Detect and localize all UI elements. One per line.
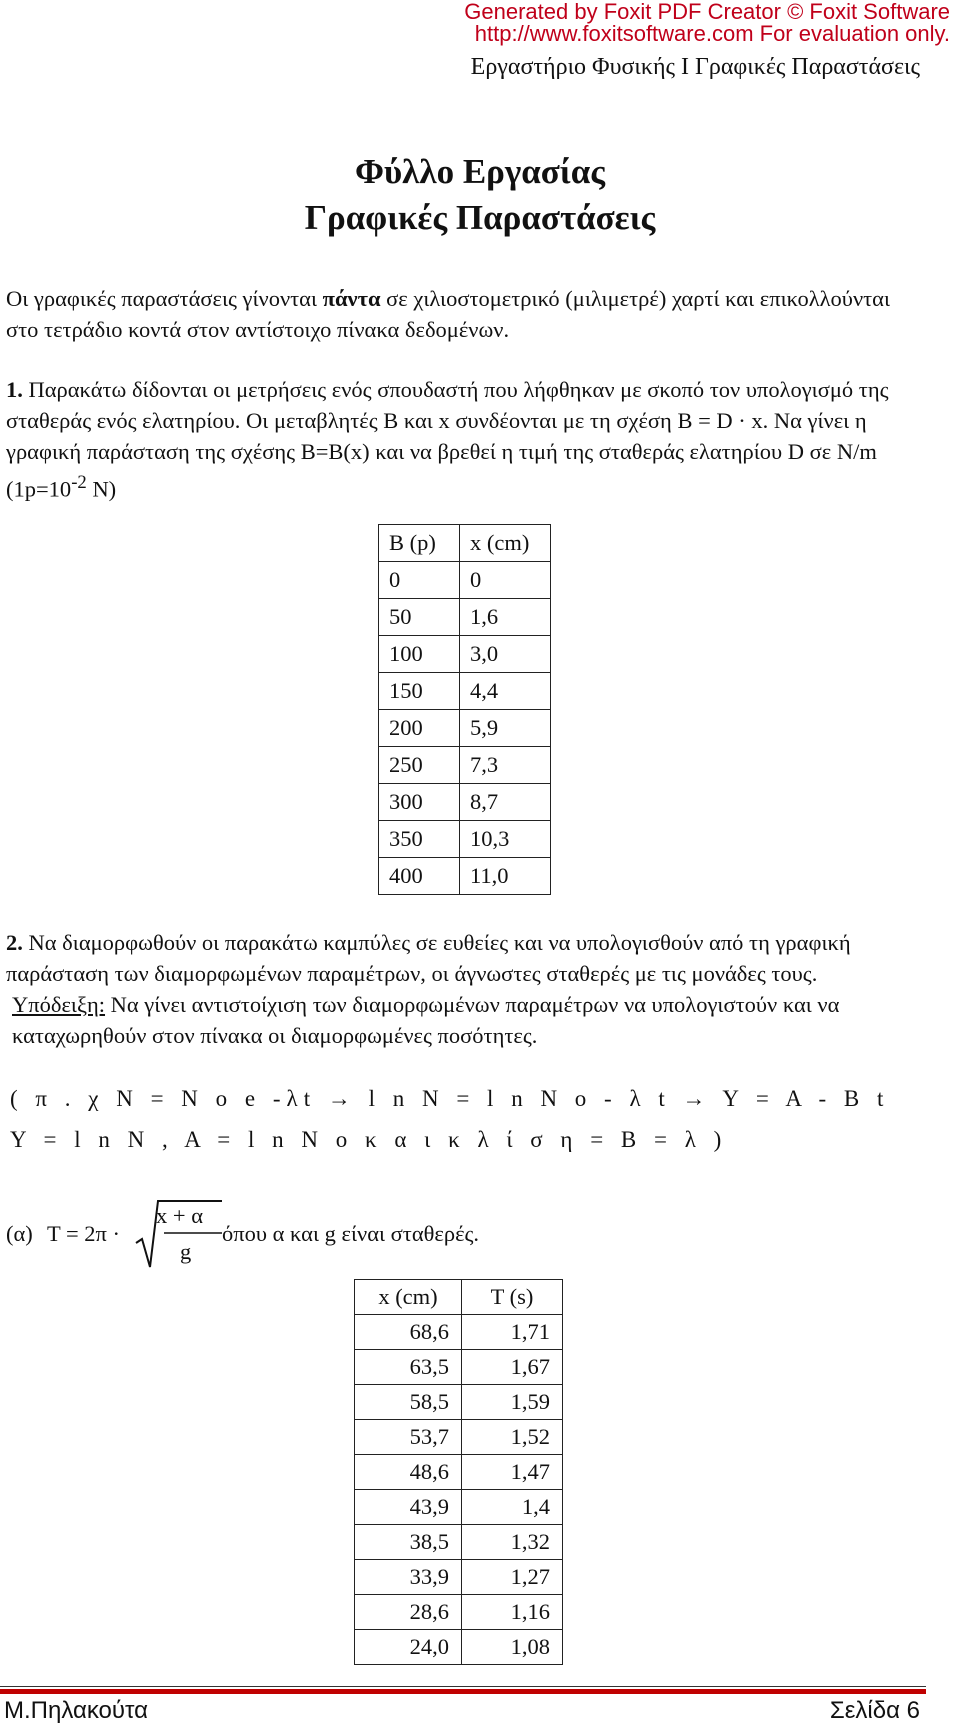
- table-cell: 150: [379, 673, 460, 710]
- table-row: [355, 1490, 563, 1525]
- table-row: [355, 1630, 563, 1665]
- table-row: [379, 747, 551, 784]
- table-header-row: [379, 525, 551, 562]
- table-cell: 53,7: [355, 1420, 462, 1455]
- exercise-2-number: 2.: [6, 930, 23, 955]
- table-row: [355, 1525, 563, 1560]
- table-cell: 1,59: [462, 1385, 563, 1420]
- table-cell: 0: [460, 562, 551, 599]
- exercise-1-number: 1.: [6, 377, 23, 402]
- table-cell: 38,5: [355, 1525, 462, 1560]
- intro-emphasis: πάντα: [322, 286, 381, 311]
- column-header: x (cm): [460, 525, 551, 562]
- table-cell: 1,71: [462, 1315, 563, 1350]
- table-row: [355, 1385, 563, 1420]
- table-row: [379, 784, 551, 821]
- part-a-text: όπου α και g είναι σταθερές.: [222, 1221, 480, 1246]
- table-cell: 5,9: [460, 710, 551, 747]
- example-formula-line1: ( π . χ N = N o e -λt → l n N = l n N o - λ t → Y = A - B t: [10, 1086, 890, 1111]
- table-row: [379, 599, 551, 636]
- hint-label: Υπόδειξη:: [12, 992, 106, 1017]
- table-cell: 1,52: [462, 1420, 563, 1455]
- table-cell: 50: [379, 599, 460, 636]
- example-formula-line2: Y = l n N , A = l n N o κ α ι κ λ ί σ η = B = λ ): [10, 1127, 728, 1152]
- exercise-1-formula: B = D · x: [677, 408, 763, 433]
- table-row: [379, 673, 551, 710]
- table-cell: 43,9: [355, 1490, 462, 1525]
- footer-divider-thin: [0, 1686, 926, 1687]
- table-cell: 1,32: [462, 1525, 563, 1560]
- table-row: [379, 821, 551, 858]
- table-row: [355, 1420, 563, 1455]
- table-cell: 200: [379, 710, 460, 747]
- fraction-numerator: x + α: [156, 1203, 203, 1228]
- table-cell: 7,3: [460, 747, 551, 784]
- page-subtitle: Γραφικές Παραστάσεις: [304, 198, 656, 237]
- table-cell: 58,5: [355, 1385, 462, 1420]
- table-cell: 48,6: [355, 1455, 462, 1490]
- table-row: [355, 1350, 563, 1385]
- column-header: x (cm): [355, 1280, 462, 1315]
- exercise-1-text: 1. Παρακάτω δίδονται οι μετρήσεις ενός σπουδαστή που λήφθηκαν με σκοπό τον υπολογισμό της σταθεράς ενός ελατηρίου. Οι μεταβλητές B και x συνδέονται με τη σχέση B = D · x. Να γίνει η γραφική παράσταση της σχέσης B=B(x) και να βρεθεί η τιμή της σταθεράς ελατηρίου D σε N/m ($1p=10^{-2}$ N): [6, 377, 889, 502]
- table-cell: 1,16: [462, 1595, 563, 1630]
- table-cell: 300: [379, 784, 460, 821]
- exercise-1-table: [378, 524, 551, 895]
- watermark-line1: Generated by Foxit PDF Creator © Foxit Software: [464, 0, 950, 24]
- table-cell: 63,5: [355, 1350, 462, 1385]
- table-cell: 11,0: [460, 858, 551, 895]
- table-row: [355, 1455, 563, 1490]
- table-cell: 1,08: [462, 1630, 563, 1665]
- table-cell: 250: [379, 747, 460, 784]
- table-cell: 68,6: [355, 1315, 462, 1350]
- table-cell: 0: [379, 562, 460, 599]
- exercise-1-table-body: [379, 562, 551, 895]
- table-cell: 1,6: [460, 599, 551, 636]
- exercise-2-table-body: [355, 1315, 563, 1665]
- page-title: Φύλλο Εργασίας: [355, 152, 605, 191]
- table-cell: 10,3: [460, 821, 551, 858]
- table-cell: 1,4: [462, 1490, 563, 1525]
- exercise-2-table: [354, 1279, 563, 1665]
- table-row: [379, 636, 551, 673]
- table-cell: 1,47: [462, 1455, 563, 1490]
- column-header: B (p): [379, 525, 460, 562]
- footer-author: Μ.Πηλακούτα: [4, 1697, 149, 1724]
- table-row: [355, 1560, 563, 1595]
- table-cell: 24,0: [355, 1630, 462, 1665]
- table-cell: 33,9: [355, 1560, 462, 1595]
- column-header: T (s): [462, 1280, 563, 1315]
- running-header: Εργαστήριο Φυσικής Ι Γραφικές Παραστάσεις: [470, 54, 920, 80]
- footer-page-number: Σελίδα 6: [829, 1697, 920, 1724]
- exercise-2-text: 2. Να διαμορφωθούν οι παρακάτω καμπύλες σε ευθείες και να υπολογισθούν από τη γραφική παράσταση των διαμορφωμένων παραμέτρων, οι άγνωστες σταθερές με τις μονάδες τους. Υπόδειξη: Να γίνει αντιστοίχιση των διαμορφωμένων παραμέτρων να υπολογιστούν και να καταχωρηθούν στον πίνακα οι διαμορφωμένες ποσότητες.: [6, 930, 851, 1048]
- footer-divider: [0, 1689, 926, 1694]
- table-cell: 100: [379, 636, 460, 673]
- table-cell: 3,0: [460, 636, 551, 673]
- part-a-lhs: T = 2π ·: [47, 1221, 121, 1246]
- table-row: [355, 1595, 563, 1630]
- table-row: [355, 1315, 563, 1350]
- table-row: [379, 858, 551, 895]
- table-cell: 1,27: [462, 1560, 563, 1595]
- table-cell: 1,67: [462, 1350, 563, 1385]
- table-cell: 400: [379, 858, 460, 895]
- table-cell: 28,6: [355, 1595, 462, 1630]
- table-cell: 8,7: [460, 784, 551, 821]
- fraction-denominator: g: [180, 1239, 192, 1264]
- table-row: [379, 562, 551, 599]
- intro-paragraph: Οι γραφικές παραστάσεις γίνονται πάντα σε χιλιοστομετρικό (μιλιμετρέ) χαρτί και επικολλούνται στο τετράδιο κοντά στον αντίστοιχο πίνακα δεδομένων.: [6, 286, 890, 342]
- table-cell: 4,4: [460, 673, 551, 710]
- table-cell: 350: [379, 821, 460, 858]
- watermark-line2: http://www.foxitsoftware.com For evaluation only.: [474, 21, 950, 46]
- table-row: [379, 710, 551, 747]
- table-header-row: [355, 1280, 563, 1315]
- part-a-label: (α): [6, 1221, 33, 1246]
